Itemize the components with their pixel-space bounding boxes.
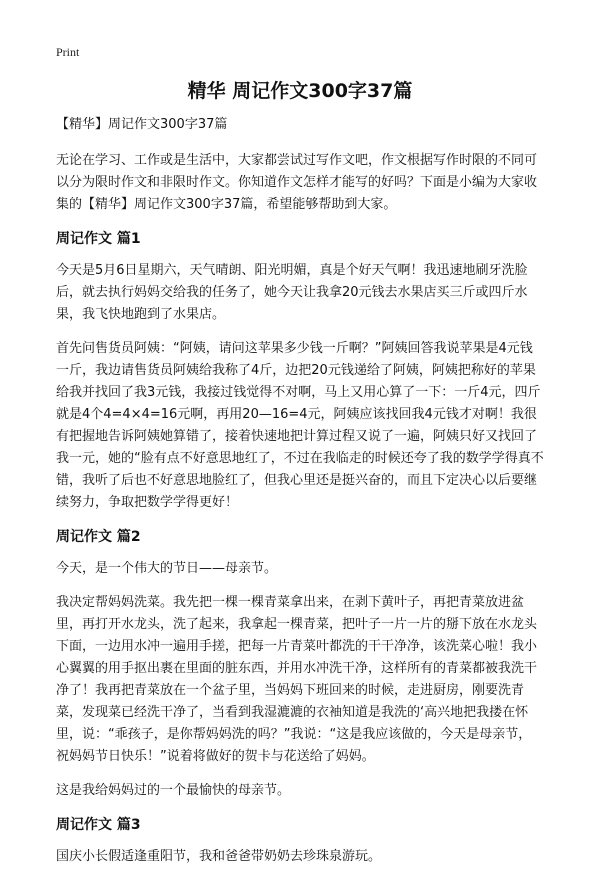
- document-body: [56, 114, 544, 880]
- section-heading-1: 周记作文 篇1: [56, 231, 141, 247]
- section-1-paragraph-2: 首先问售货员阿姨：“阿姨，请问这苹果多少钱一斤啊？”阿姨回答我说苹果是4元钱一斤，我边请售货员阿姨给我称了4斤，边把20元钱递给了阿姨，阿姨把称好的苹果给我并找回了我3元钱，我接过钱觉得不对啊，马上又用心算了一下：一斤4元，四斤就是4个4=4×4=16元啊，再用20—16=4元，阿姨应该找回我4元钱才对啊！我很有把握地告诉阿姨她算错了，接着快速地把计算过程又说了一遍，阿姨只好又找回了我一元，她的“脸有点不好意思地红了，不过在我临走的时候还夸了我的数学学得真不错，我听了后也不好意思地脸红了，但我心里还是挺兴奋的，而且下定决心以后要继续努力，争取把数学学得更好！: [56, 341, 544, 510]
- subtitle: 【精华】周记作文300字37篇: [56, 117, 228, 132]
- section-3-paragraph-1: 国庆小长假适逢重阳节，我和爸爸带奶奶去珍珠泉游玩。: [56, 849, 382, 864]
- print-link[interactable]: Print: [56, 45, 80, 59]
- intro-paragraph: 无论在学习、工作或是生活中，大家都尝试过写作文吧，作文根据写作时限的不同可以分为限时作文和非限时作文。你知道作文怎样才能写的好吗？下面是小编为大家收集的【精华】周记作文300字37篇，希望能够帮助到大家。: [56, 153, 538, 212]
- section-2-paragraph-1: 今天，是一个伟大的节日——母亲节。: [56, 561, 278, 576]
- section-2-paragraph-3: 这是我给妈妈过的一个最愉快的母亲节。: [56, 783, 291, 798]
- page-title: 精华 周记作文300字37篇: [187, 80, 413, 102]
- section-2-paragraph-2: 我决定帮妈妈洗菜。我先把一棵一棵青菜拿出来，在剥下黄叶子，再把青菜放进盆里，再打开水龙头，洗了起来，我拿起一棵青菜，把叶子一片一片的掰下放在水龙头下面，一边用水冲一遍用手搓，把每一片青菜叶都洗的干干净净，该洗菜心啦！我小心翼翼的用手抠出裹在里面的脏东西，并用水冲洗干净，这样所有的青菜都被我洗干净了！我再把青菜放在一个盆子里，当妈妈下班回来的时候，走进厨房，刚要洗青菜，发现菜已经洗干净了，当看到我湿漉漉的衣袖知道是我洗的‘高兴地把我搂在怀里，说：“乖孩子，是你帮妈妈洗的吗？”我说：“这是我应该做的，今天是母亲节，祝妈妈节日快乐！”说着将做好的贺卡与花送给了妈妈。: [56, 595, 538, 764]
- section-heading-3: 周记作文 篇3: [56, 817, 141, 833]
- section-1-paragraph-1: 今天是5月6日星期六，天气晴朗、阳光明媚，真是个好天气啊！我迅速地刷牙洗脸后，就去执行妈妈交给我的任务了，她今天让我拿20元钱去水果店买三斤或四斤水果，我飞快地跑到了水果店。: [56, 263, 528, 322]
- section-heading-2: 周记作文 篇2: [56, 529, 141, 545]
